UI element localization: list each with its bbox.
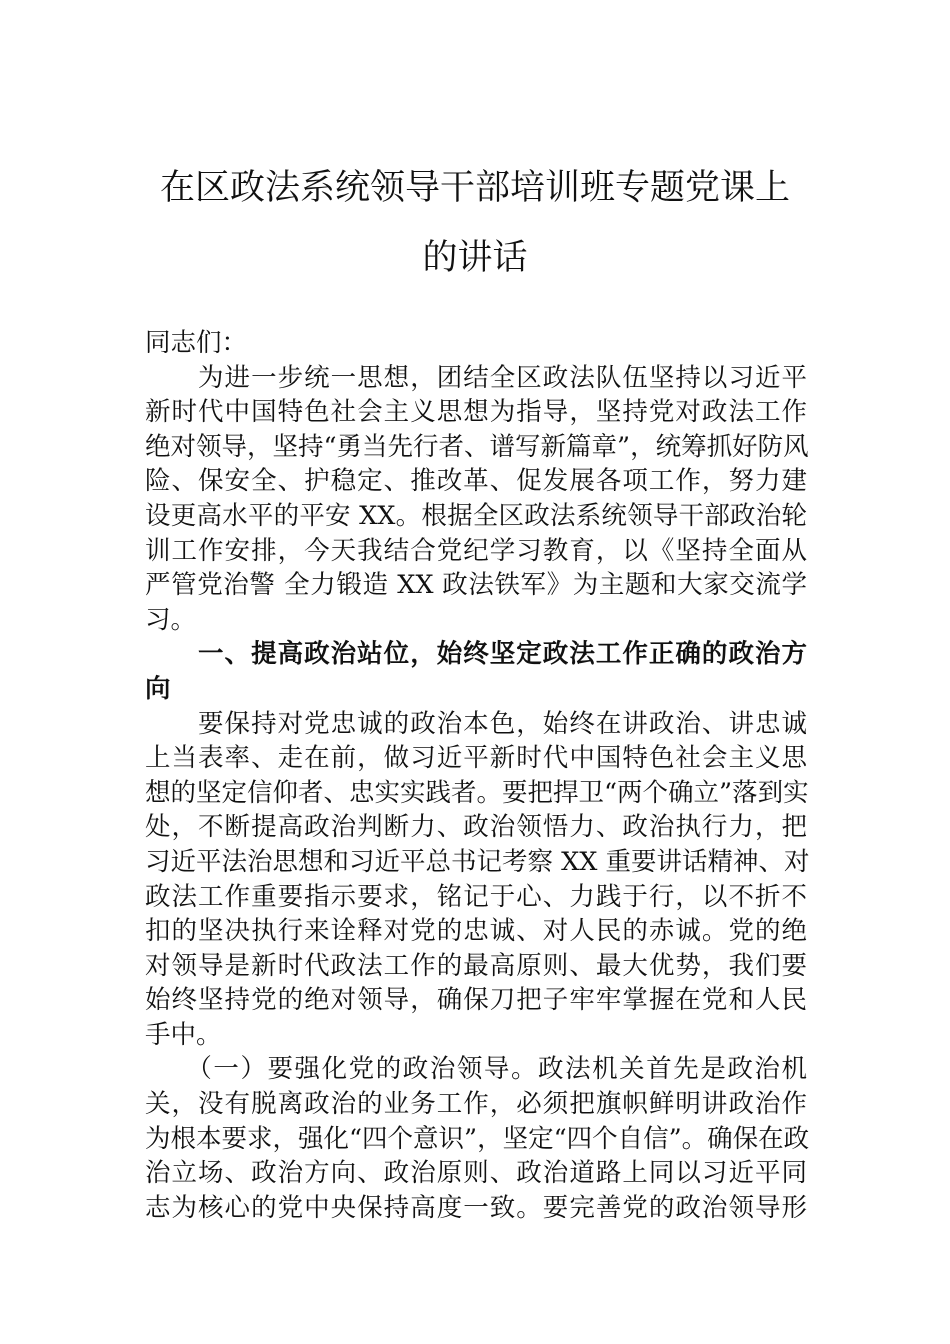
text-line: 绝对领导，坚持“勇当先行者、谱写新篇章”，统筹抓好防风 <box>145 431 809 462</box>
text-line: 治立场、政治方向、政治原则、政治道路上同以习近平同 <box>145 1158 807 1189</box>
text-line: 关，没有脱离政治的业务工作，必须把旗帜鲜明讲政治作 <box>145 1089 807 1120</box>
text-line: 要保持对党忠诚的政治本色，始终在讲政治、讲忠诚 <box>145 708 807 739</box>
text-line: 同志们： <box>145 328 248 358</box>
text-line: 始终坚持党的绝对领导，确保刀把子牢牢掌握在党和人民 <box>145 985 807 1016</box>
text-line: 志为核心的党中央保持高度一致。要完善党的政治领导形 <box>145 1192 807 1223</box>
text-line: （一）要强化党的政治领导。政法机关首先是政治机 <box>145 1054 807 1085</box>
text-line: 严管党治警 全力锻造 XX 政法铁军》为主题和大家交流学 <box>145 570 807 601</box>
text-line: 训工作安排，今天我结合党纪学习教育，以《坚持全面从 <box>145 535 807 566</box>
text-line: 对领导是新时代政法工作的最高原则、最大优势，我们要 <box>145 950 807 981</box>
text-line: 上当表率、走在前，做习近平新时代中国特色社会主义思 <box>145 743 807 774</box>
text-line: 习。 <box>145 604 197 635</box>
text-line: 想的坚定信仰者、忠实实践者。要把捍卫“两个确立”落到实 <box>145 777 809 808</box>
section-heading-line: 向 <box>145 673 171 704</box>
text-line: 险、保安全、护稳定、推改革、促发展各项工作，努力建 <box>145 466 807 497</box>
document-title-line-1: 在区政法系统领导干部培训班专题党课上 <box>159 168 790 208</box>
text-line: 设更高水平的平安 XX。根据全区政法系统领导干部政治轮 <box>145 500 807 531</box>
section-heading-line: 一、提高政治站位，始终坚定政法工作正确的政治方 <box>145 639 807 670</box>
document-title-line-2: 的讲话 <box>422 238 528 278</box>
text-line: 处，不断提高政治判断力、政治领悟力、政治执行力，把 <box>145 812 807 843</box>
text-line: 手中。 <box>145 1019 222 1050</box>
text-line: 政法工作重要指示要求，铭记于心、力践于行，以不折不 <box>145 881 807 912</box>
text-line: 新时代中国特色社会主义思想为指导，坚持党对政法工作 <box>145 397 807 428</box>
text-line: 扣的坚决执行来诠释对党的忠诚、对人民的赤诚。党的绝 <box>145 916 807 947</box>
text-line: 为进一步统一思想，团结全区政法队伍坚持以习近平 <box>145 362 807 393</box>
text-line: 习近平法治思想和习近平总书记考察 XX 重要讲话精神、对 <box>145 846 810 877</box>
document-body <box>145 326 810 1225</box>
text-line: 为根本要求，强化“四个意识”，坚定“四个自信”。确保在政 <box>145 1123 810 1154</box>
